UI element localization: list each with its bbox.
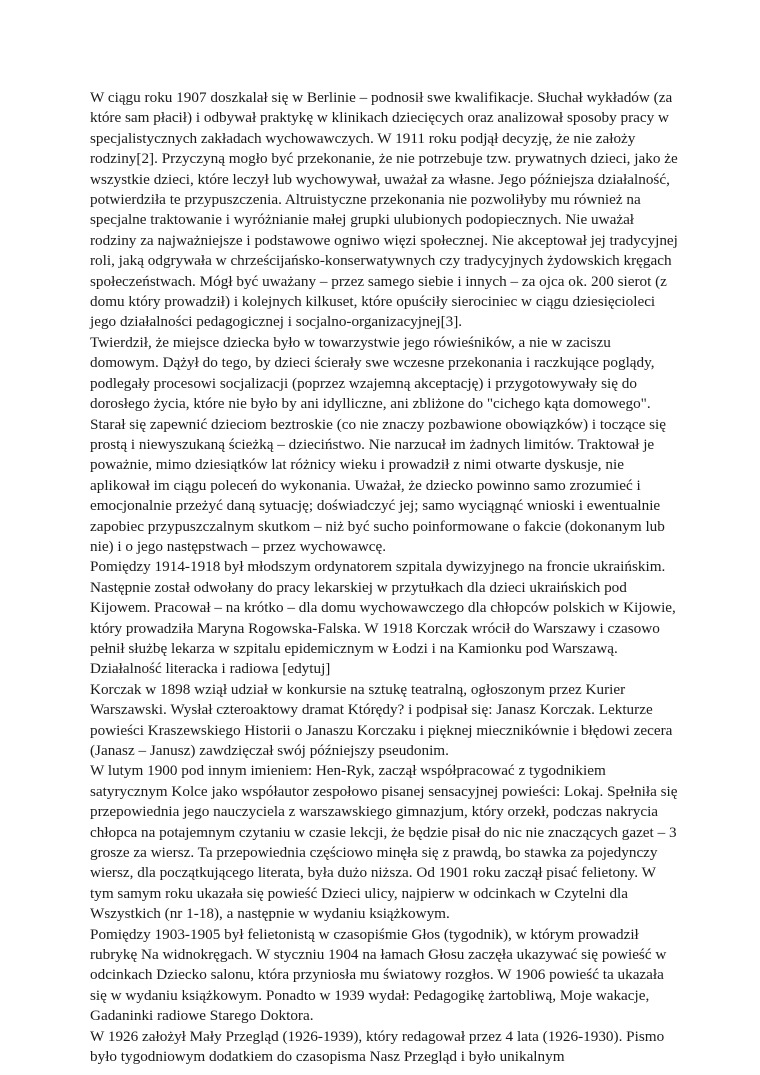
paragraph-glos: Pomiędzy 1903-1905 był felietonistą w czasopiśmie Głos (tygodnik), w którym prowadził rubrykę Na widnokręgach. W styczniu 1904 na łamach Głosu zaczęła ukazywać się powieść w odcinkach Dziecko salonu, która przyniosła mu światowy rozgłos. W 1906 powieść ta ukazała się w wydaniu książkowym. Ponadto w 1939 wydał: Pedagogikę żartobliwą, Moje wakacje, Gadaninki radiowe Starego Doktora. — [90, 925, 667, 1025]
paragraph-maly-przeglad: W 1926 założył Mały Przegląd (1926-1939), który redagował przez 4 lata (1926-1930). Pismo było tygodniowym dodatkiem do czasopisma Nasz Przegląd i było unikalnym — [90, 1027, 665, 1066]
paragraph-berlin: W ciągu roku 1907 doszkalał się w Berlinie – podnosił swe kwalifikacje. Słuchał wykładów (za które sam płacił) i odbywał praktykę w klinikach dziecięcych oraz analizował sposoby pracy w specjalistycznych zakładach wychowawczych. W 1911 roku podjął decyzję, że nie założy rodziny[2]. Przyczyną mogło być przekonanie, że nie potrzebuje tzw. prywatnych dzieci, jako że wszystkie dzieci, które leczył lub wychowywał, uważał za własne. Jego późniejsza działalność, potwierdziła te przypuszczenia. Altruistyczne przekonania nie pozwoliłyby mu również na specjalne traktowanie i wyróżnianie małej grupki ulubionych podopiecznych. Nie uważał rodziny za najważniejsze i podstawowe ogniwo więzi społecznej. Nie akceptował jej tradycyjnej roli, jaką odgrywała w chrześcijańsko-konserwatywnych czy tradycyjnych żydowskich kręgach społeczeństwach. Mógł być uważany – przez samego siebie i innych – za ojca ok. 200 sierot (z domu który prowadził) i kolejnych kilkuset, które opuściły sierociniec w ciągu dziesięcioleci jego działalności pedagogicznej i socjalno-organizacyjnej[3]. — [90, 89, 678, 331]
document-page — [90, 88, 680, 1068]
paragraph-peers: Twierdził, że miejsce dziecka było w towarzystwie jego rówieśników, a nie w zaciszu domowym. Dążył do tego, by dzieci ścierały swe wczesne przekonania i raczkujące poglądy, podlegały procesowi socjalizacji (poprzez wzajemną akceptację) i przygotowywały się do dorosłego życia, które nie było by ani idylliczne, ani zbliżone do "cichego kąta domowego". Starał się zapewnić dzieciom beztroskie (co nie znaczy pozbawione obowiązków) i toczące się prostą i niewyszukaną ścieżką – dzieciństwo. Nie narzucał im żadnych limitów. Traktował je poważnie, mimo dziesiątków lat różnicy wieku i prowadził z nimi otwarte dyskusje, nie aplikował im ciągu poleceń do wykonania. Uważał, że dziecko powinno samo zrozumieć i emocjonalnie przeżyć daną sytuację; doświadczyć jej; samo wyciągnąć wnioski i ewentualnie zapobiec przypuszczalnym skutkom – niż być sucho poinformowane o fakcie (dokonanym lub nie) i o jego następstwach – przez wychowawcę. — [90, 333, 667, 555]
section-heading-literary: Działalność literacka i radiowa [edytuj] — [90, 660, 331, 678]
paragraph-pseudonym: Korczak w 1898 wziął udział w konkursie na sztukę teatralną, ogłoszonym przez Kurier Warszawski. Wysłał czteroaktowy dramat Którędy? i podpisał się: Janasz Korczak. Lekturze powieści Kraszewskiego Historii o Janaszu Korczaku i pięknej miecznikównie i błędowi zecera (Janasz – Janusz) zawdzięczał swój późniejszy pseudonim. — [90, 680, 673, 759]
paragraph-war-years: Pomiędzy 1914-1918 był młodszym ordynatorem szpitala dywizyjnego na froncie ukraińskim. Następnie został odwołany do pracy lekarskiej w przytułkach dla dzieci ukraińskich pod Kijowem. Pracował – na krótko – dla domu wychowawczego dla chłopców polskich w Kijowie, który prowadziła Maryna Rogowska-Falska. W 1918 Korczak wrócił do Warszawy i czasowo pełnił służbę lekarza w szpitalu epidemicznym w Łodzi i na Kamionku pod Warszawą. — [90, 558, 676, 657]
paragraph-kolce: W lutym 1900 pod innym imieniem: Hen-Ryk, zaczął współpracować z tygodnikiem satyrycznym Kolce jako współautor zespołowo pisanej sensacyjnej powieści: Lokaj. Spełniła się przepowiednia jego nauczyciela z warszawskiego gimnazjum, który orzekł, podczas nakrycia chłopca na potajemnym czytaniu w czasie lekcji, że będzie pisał do nic nie znaczących gazet – 3 grosze za wiersz. Ta przepowiednia częściowo minęła się z prawdą, bo stawka za pojedynczy wiersz, dla początkującego literata, była dużo niższa. Od 1901 roku zaczął pisać felietony. W tym samym roku ukazała się powieść Dzieci ulicy, najpierw w odcinkach w Czytelni dla Wszystkich (nr 1-18), a następnie w wydaniu książkowym. — [90, 762, 678, 923]
